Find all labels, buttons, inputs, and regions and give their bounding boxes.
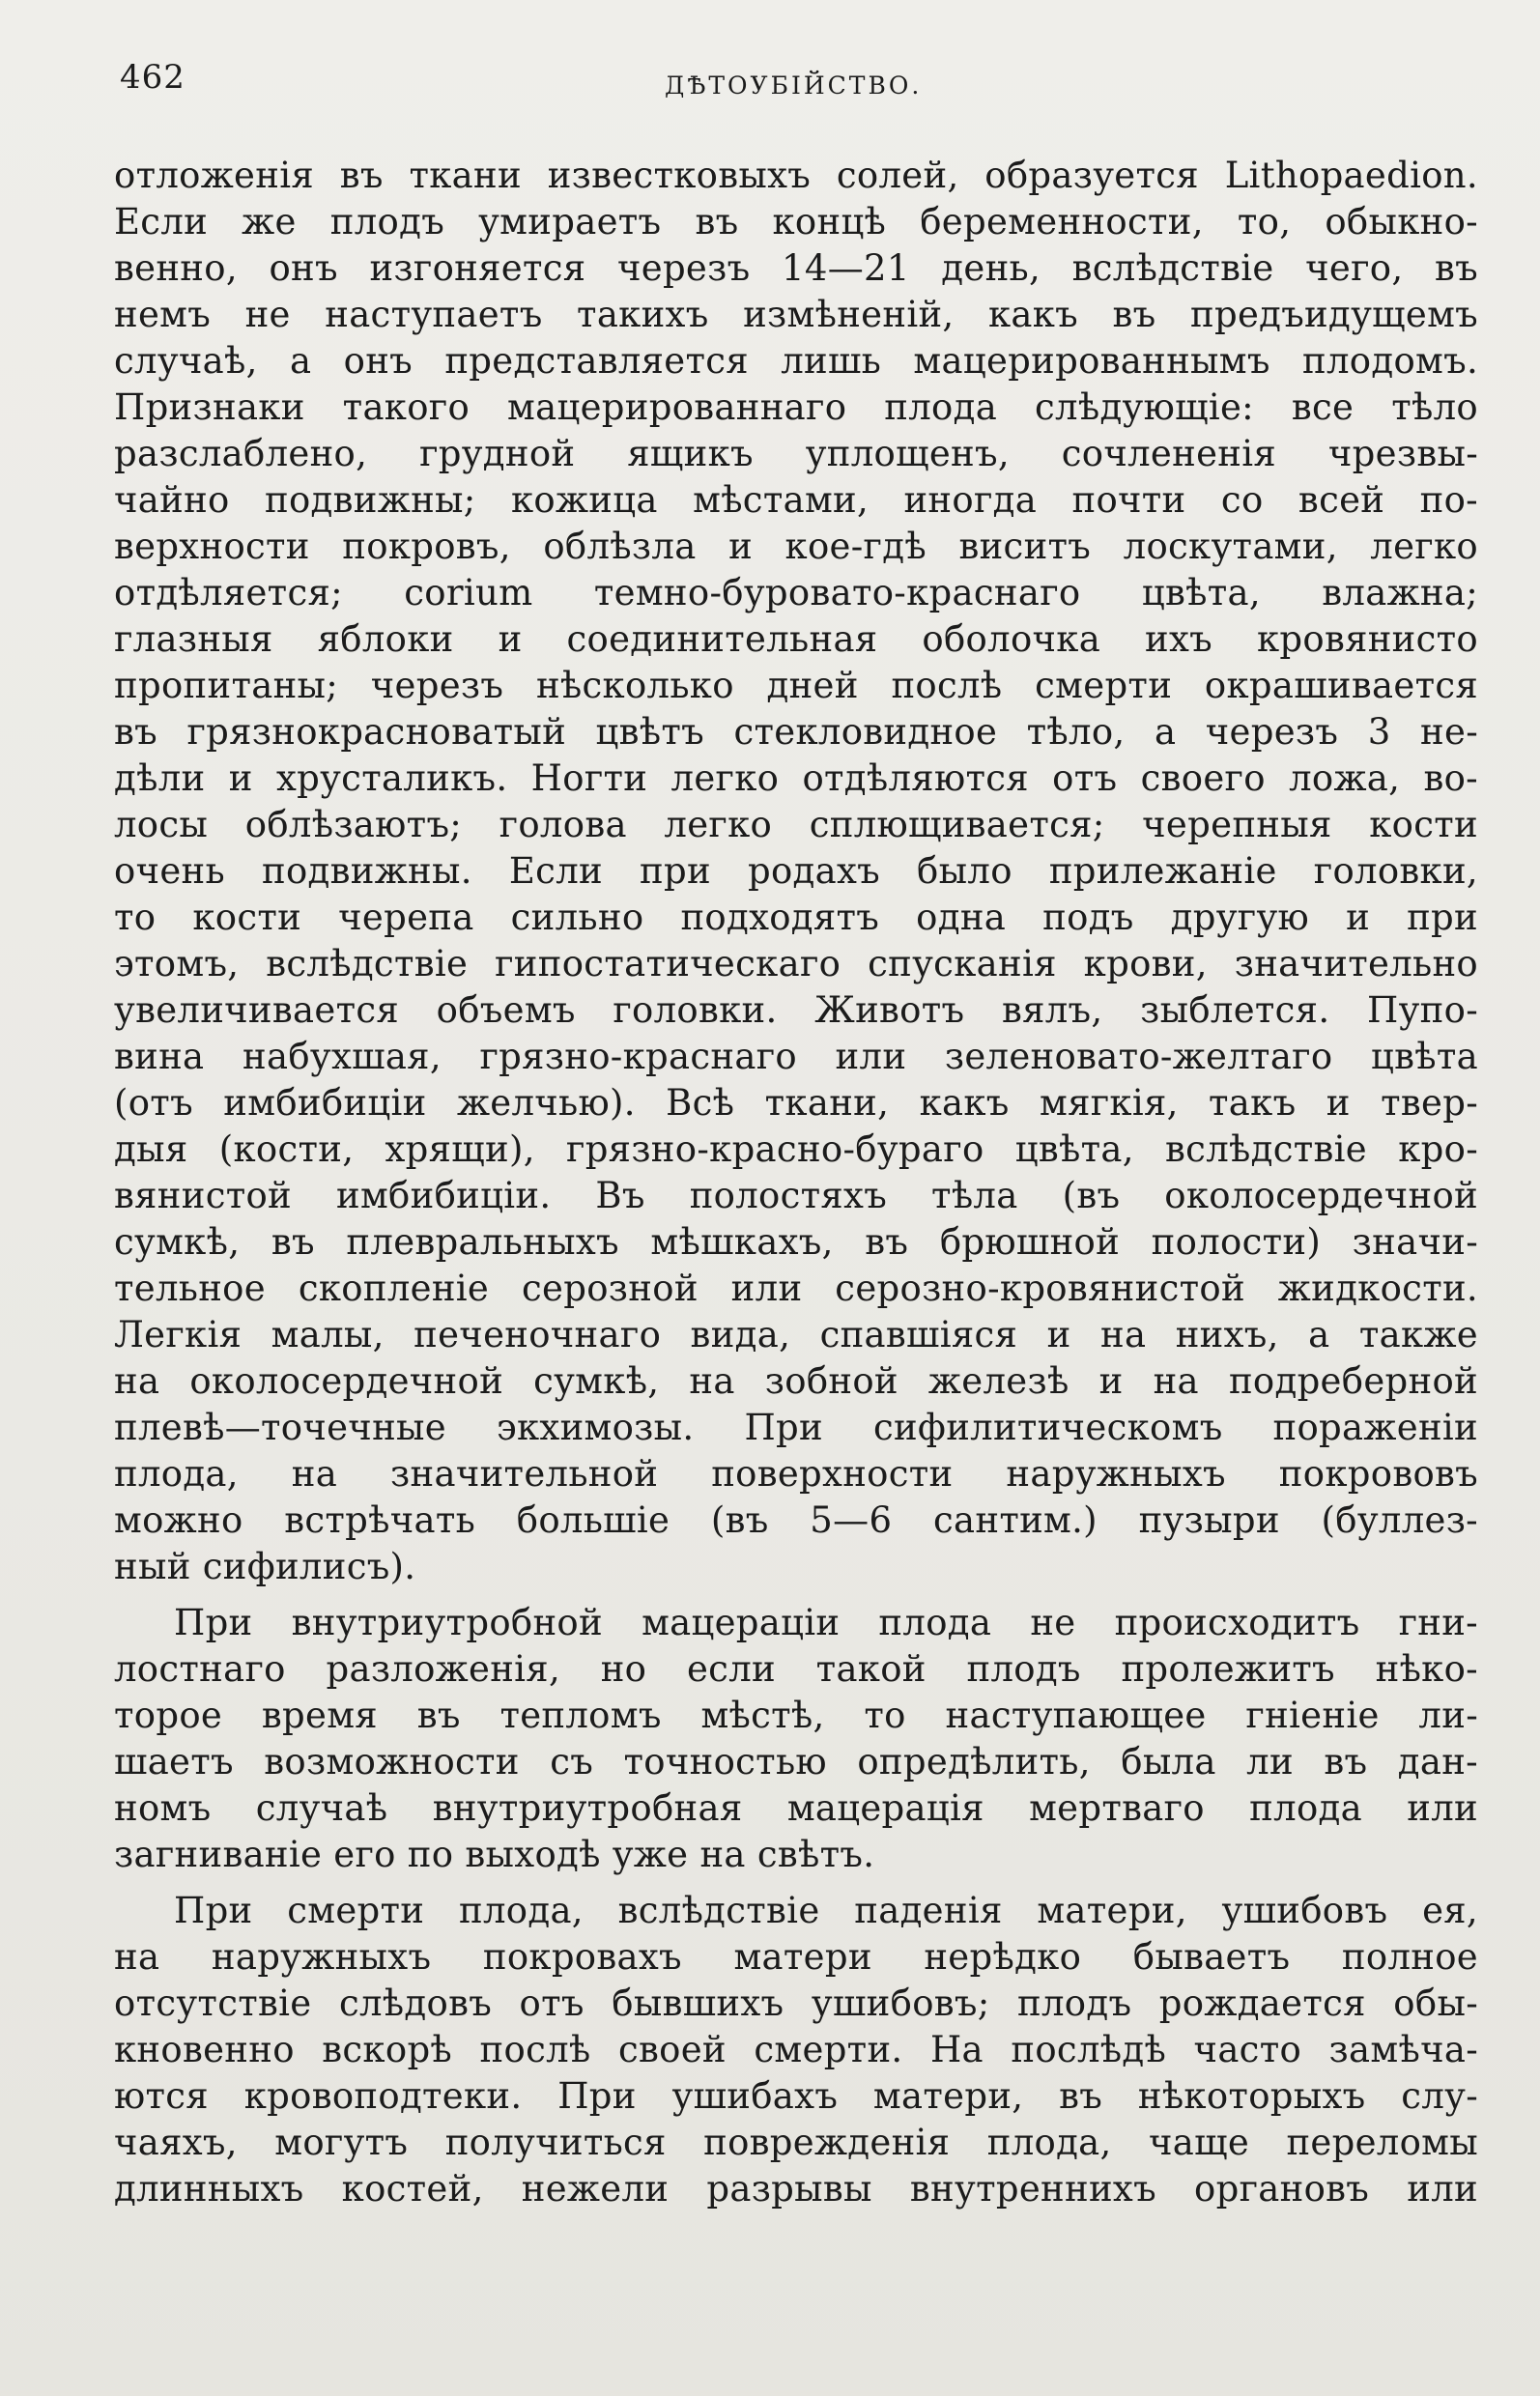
text-line: сумкѣ, въ плевральныхъ мѣшкахъ, въ брюшной полости) значи- (114, 1221, 1478, 1263)
text-line: отсутствіе слѣдовъ отъ бывшихъ ушибовъ; плодъ рождается обы- (114, 1982, 1478, 2024)
paragraph-gap (114, 1878, 1478, 1888)
text-line: дѣли и хрусталикъ. Ногти легко отдѣляются отъ своего ложа, во- (114, 757, 1478, 799)
running-head (114, 58, 1478, 116)
text-line: немъ не наступаетъ такихъ измѣненій, какъ въ предъидущемъ (114, 294, 1478, 335)
text-line: этомъ, вслѣдствіе гипостатическаго спусканія крови, значительно (114, 943, 1478, 984)
running-title: ДѢТОУБІЙСТВО. (665, 71, 923, 100)
text-line: Легкія малы, печеночнаго вида, спавшіяся и на нихъ, а также (114, 1314, 1478, 1355)
text-line: вина набухшая, грязно-краснаго или зеленовато-желтаго цвѣта (114, 1036, 1478, 1077)
text-line: венно, онъ изгоняется черезъ 14—21 день, вслѣдствіе чего, въ (114, 247, 1478, 289)
paragraph-1 (114, 153, 1478, 1590)
text-line: номъ случаѣ внутриутробная мацерація мертваго плода или (114, 1787, 1478, 1829)
text-line: При смерти плода, вслѣдствіе паденія матери, ушибовъ ея, (174, 1890, 1478, 1931)
text-line: лосы облѣзаютъ; голова легко сплющивается; черепныя кости (114, 804, 1478, 845)
body-text (114, 153, 1478, 2212)
text-line: шаетъ возможности съ точностью опредѣлить, была ли въ дан- (114, 1741, 1478, 1783)
text-line: на околосердечной сумкѣ, на зобной железѣ и на подреберной (114, 1360, 1478, 1402)
text-line: тельное скопленіе серозной или серозно-кровянистой жидкости. (114, 1268, 1478, 1309)
text-line: ются кровоподтеки. При ушибахъ матери, въ нѣкоторыхъ слу- (114, 2075, 1478, 2117)
text-line: плода, на значительной поверхности наружныхъ покрововъ (114, 1453, 1478, 1495)
text-line: Если же плодъ умираетъ въ концѣ беременности, то, обыкно- (114, 201, 1478, 242)
text-line: ный сифилисъ). (114, 1546, 416, 1587)
text-line: чайно подвижны; кожица мѣстами, иногда почти со всей по- (114, 479, 1478, 521)
paragraph-2 (114, 1600, 1478, 1878)
text-line: вянистой имбибиціи. Въ полостяхъ тѣла (въ околосердечной (114, 1175, 1478, 1216)
paragraph-gap (114, 1590, 1478, 1600)
paragraph-3 (114, 1888, 1478, 2212)
text-line: глазныя яблоки и соединительная оболочка ихъ кровянисто (114, 618, 1478, 660)
text-line: на наружныхъ покровахъ матери нерѣдко бываетъ полное (114, 1936, 1478, 1978)
text-line: отложенія въ ткани известковыхъ солей, образуется Lithopaedion. (114, 155, 1478, 196)
text-line: Признаки такого мацерированнаго плода слѣдующіе: все тѣло (114, 386, 1478, 428)
text-line: случаѣ, а онъ представляется лишь мацерированнымъ плодомъ. (114, 340, 1478, 382)
text-line: можно встрѣчать большіе (въ 5—6 сантим.) пузыри (буллез- (114, 1499, 1478, 1541)
text-line: увеличивается объемъ головки. Животъ вялъ, зыблется. Пупо- (114, 989, 1478, 1031)
page-number: 462 (120, 58, 185, 97)
text-line: очень подвижны. Если при родахъ было прилежаніе головки, (114, 850, 1478, 892)
text-line: чаяхъ, могутъ получиться поврежденія плода, чаще переломы (114, 2122, 1478, 2163)
text-line: отдѣляется; corium темно-буровато-краснаго цвѣта, влажна; (114, 572, 1478, 613)
text-line: разслаблено, грудной ящикъ уплощенъ, сочлененія чрезвы- (114, 433, 1478, 474)
text-line: торое время въ тепломъ мѣстѣ, то наступающее гніеніе ли- (114, 1695, 1478, 1736)
text-line: то кости черепа сильно подходятъ одна подъ другую и при (114, 897, 1478, 938)
text-line: лостнаго разложенія, но если такой плодъ пролежитъ нѣко- (114, 1648, 1478, 1690)
text-line: плевѣ—точечные экхимозы. При сифилитическомъ пораженіи (114, 1407, 1478, 1448)
text-line: (отъ имбибиціи желчью). Всѣ ткани, какъ мягкія, такъ и твер- (114, 1082, 1478, 1124)
text-line: кновенно вскорѣ послѣ своей смерти. На послѣдѣ часто замѣча- (114, 2029, 1478, 2070)
text-line: загниваніе его по выходѣ уже на свѣтъ. (114, 1834, 875, 1875)
text-line: длинныхъ костей, нежели разрывы внутреннихъ органовъ или (114, 2168, 1478, 2210)
text-line: пропитаны; черезъ нѣсколько дней послѣ смерти окрашивается (114, 665, 1478, 706)
text-line: дыя (кости, хрящи), грязно-красно-бураго цвѣта, вслѣдствіе кро- (114, 1128, 1478, 1170)
text-line: верхности покровъ, облѣзла и кое-гдѣ виситъ лоскутами, легко (114, 526, 1478, 567)
text-line: въ грязнокрасноватый цвѣтъ стекловидное тѣло, а черезъ 3 не- (114, 711, 1478, 753)
text-line: При внутриутробной мацераціи плода не происходитъ гни- (174, 1602, 1478, 1643)
